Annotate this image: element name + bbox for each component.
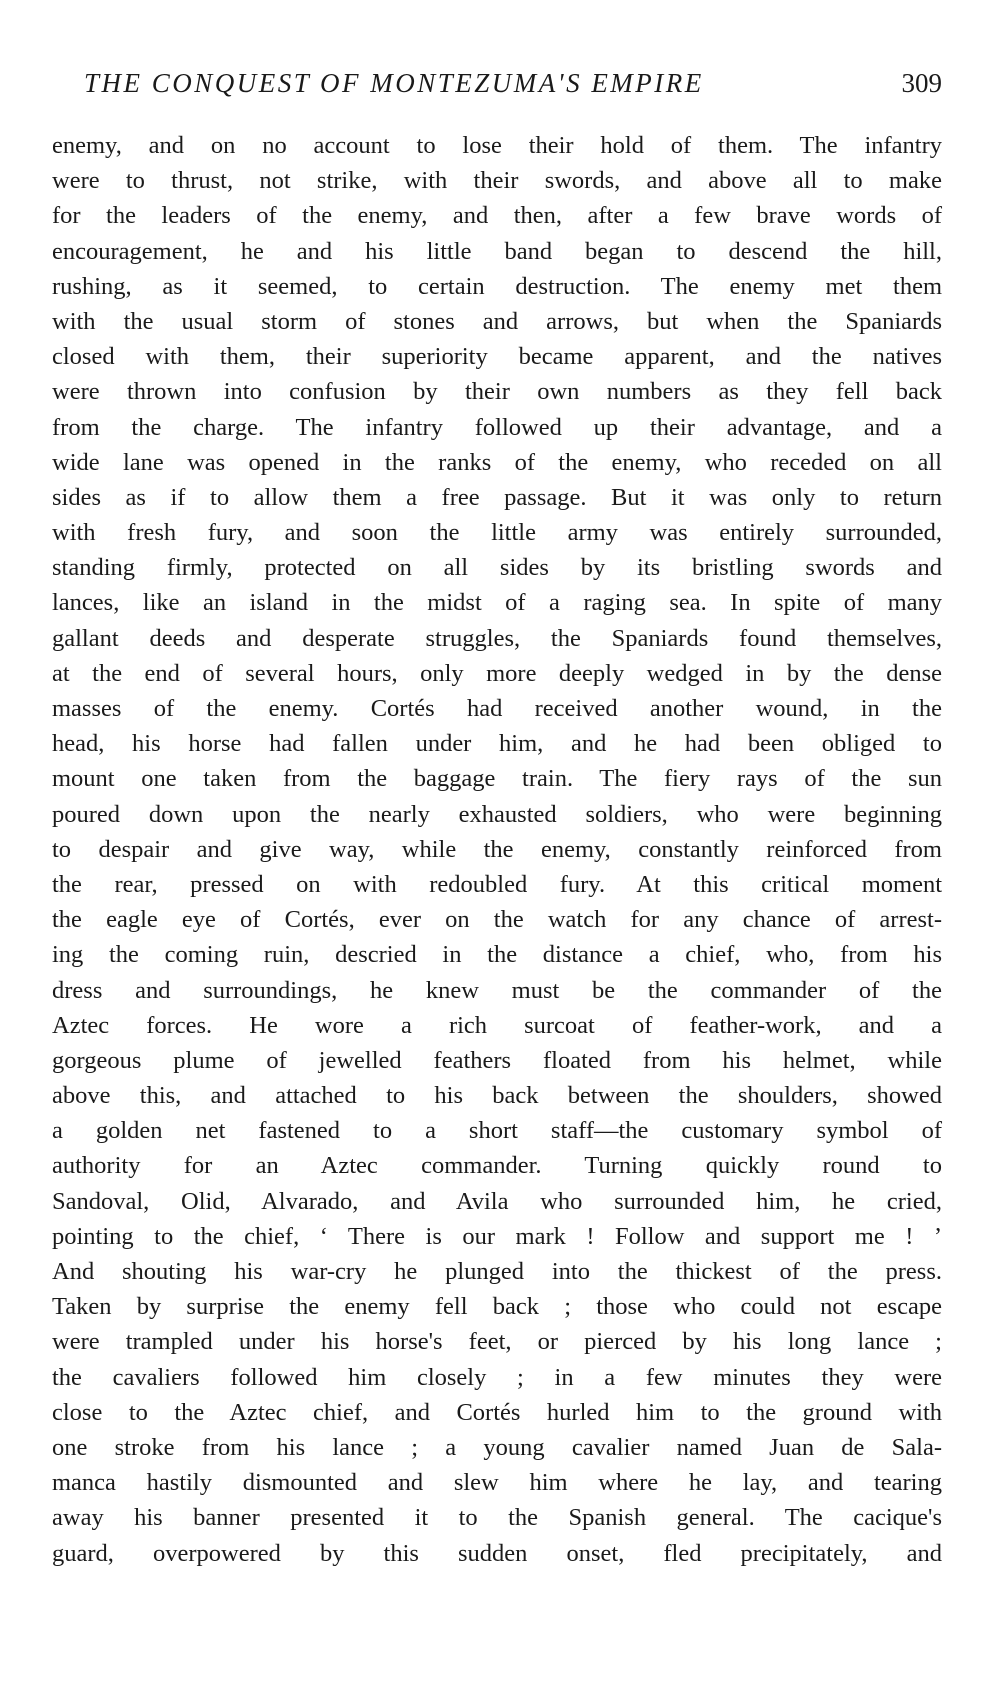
running-title: THE CONQUEST OF MONTEZUMA'S EMPIRE [84,68,704,98]
text-line: manca hastily dismounted and slew him where he lay, and tearing [52,1469,942,1497]
text-line: sides as if to allow them a free passage. But it was only to return [52,483,942,511]
text-line: were trampled under his horse's feet, or pierced by his long lance ; [52,1328,942,1356]
text-line: wide lane was opened in the ranks of the enemy, who receded on all [52,448,942,476]
text-line: with fresh fury, and soon the little army was entirely surrounded, [52,519,942,547]
text-line: at the end of several hours, only more deeply wedged in by the dense [52,659,942,687]
text-line: closed with them, their superiority became apparent, and the natives [52,343,942,371]
text-line: guard, overpowered by this sudden onset, fled precipitately, and [52,1539,942,1567]
text-line: mount one taken from the baggage train. The fiery rays of the sun [52,765,942,793]
text-line: gallant deeds and desperate struggles, the Spaniards found themselves, [52,624,942,652]
text-line: lances, like an island in the midst of a raging sea. In spite of many [52,589,942,617]
text-line: the cavaliers followed him closely ; in a few minutes they were [52,1363,942,1391]
page-number: 309 [901,68,942,98]
text-line: Sandoval, Olid, Alvarado, and Avila who surrounded him, he cried, [52,1187,942,1215]
text-line: from the charge. The infantry followed up their advantage, and a [52,413,942,441]
text-line: one stroke from his lance ; a young cavalier named Juan de Sala- [52,1433,942,1461]
text-line: for the leaders of the enemy, and then, after a few brave words of [52,202,942,230]
text-line: were to thrust, not strike, with their swords, and above all to make [52,167,942,195]
text-line: authority for an Aztec commander. Turning quickly round to [52,1152,942,1180]
text-line: dress and surroundings, he knew must be the commander of the [52,976,942,1004]
text-line: the eagle eye of Cortés, ever on the watch for any chance of arrest- [52,906,942,934]
text-line: masses of the enemy. Cortés had received another wound, in the [52,695,942,722]
text-line: enemy, and on no account to lose their hold of them. The infantry [52,132,942,159]
text-line: with the usual storm of stones and arrows, but when the Spaniards [52,307,942,335]
text-line: Taken by surprise the enemy fell back ; those who could not escape [52,1293,942,1321]
text-line: Aztec forces. He wore a rich surcoat of feather-work, and a [52,1011,942,1039]
text-line: above this, and attached to his back between the shoulders, showed [52,1082,942,1110]
text-line: a golden net fastened to a short staff—the customary symbol of [52,1117,942,1145]
text-line: And shouting his war-cry he plunged into the thickest of the press. [52,1258,942,1285]
body-text [52,128,942,1571]
running-head [52,66,942,106]
text-line: pointing to the chief, ‘ There is our mark ! Follow and support me ! ’ [52,1222,942,1250]
text-line: to despair and give way, while the enemy, constantly reinforced from [52,835,942,863]
text-line: close to the Aztec chief, and Cortés hurled him to the ground with [52,1398,942,1426]
text-line: encouragement, he and his little band began to descend the hill, [52,237,942,265]
text-line: away his banner presented it to the Spanish general. The cacique's [52,1504,942,1532]
text-line: were thrown into confusion by their own numbers as they fell back [52,378,942,406]
text-line: ing the coming ruin, descried in the distance a chief, who, from his [52,941,942,969]
text-line: standing firmly, protected on all sides by its bristling swords and [52,554,942,582]
text-line: poured down upon the nearly exhausted soldiers, who were beginning [52,800,942,828]
text-line: gorgeous plume of jewelled feathers floated from his helmet, while [52,1046,942,1074]
text-line: head, his horse had fallen under him, and he had been obliged to [52,730,942,758]
text-line: the rear, pressed on with redoubled fury. At this critical moment [52,870,942,898]
text-line: rushing, as it seemed, to certain destruction. The enemy met them [52,272,942,300]
